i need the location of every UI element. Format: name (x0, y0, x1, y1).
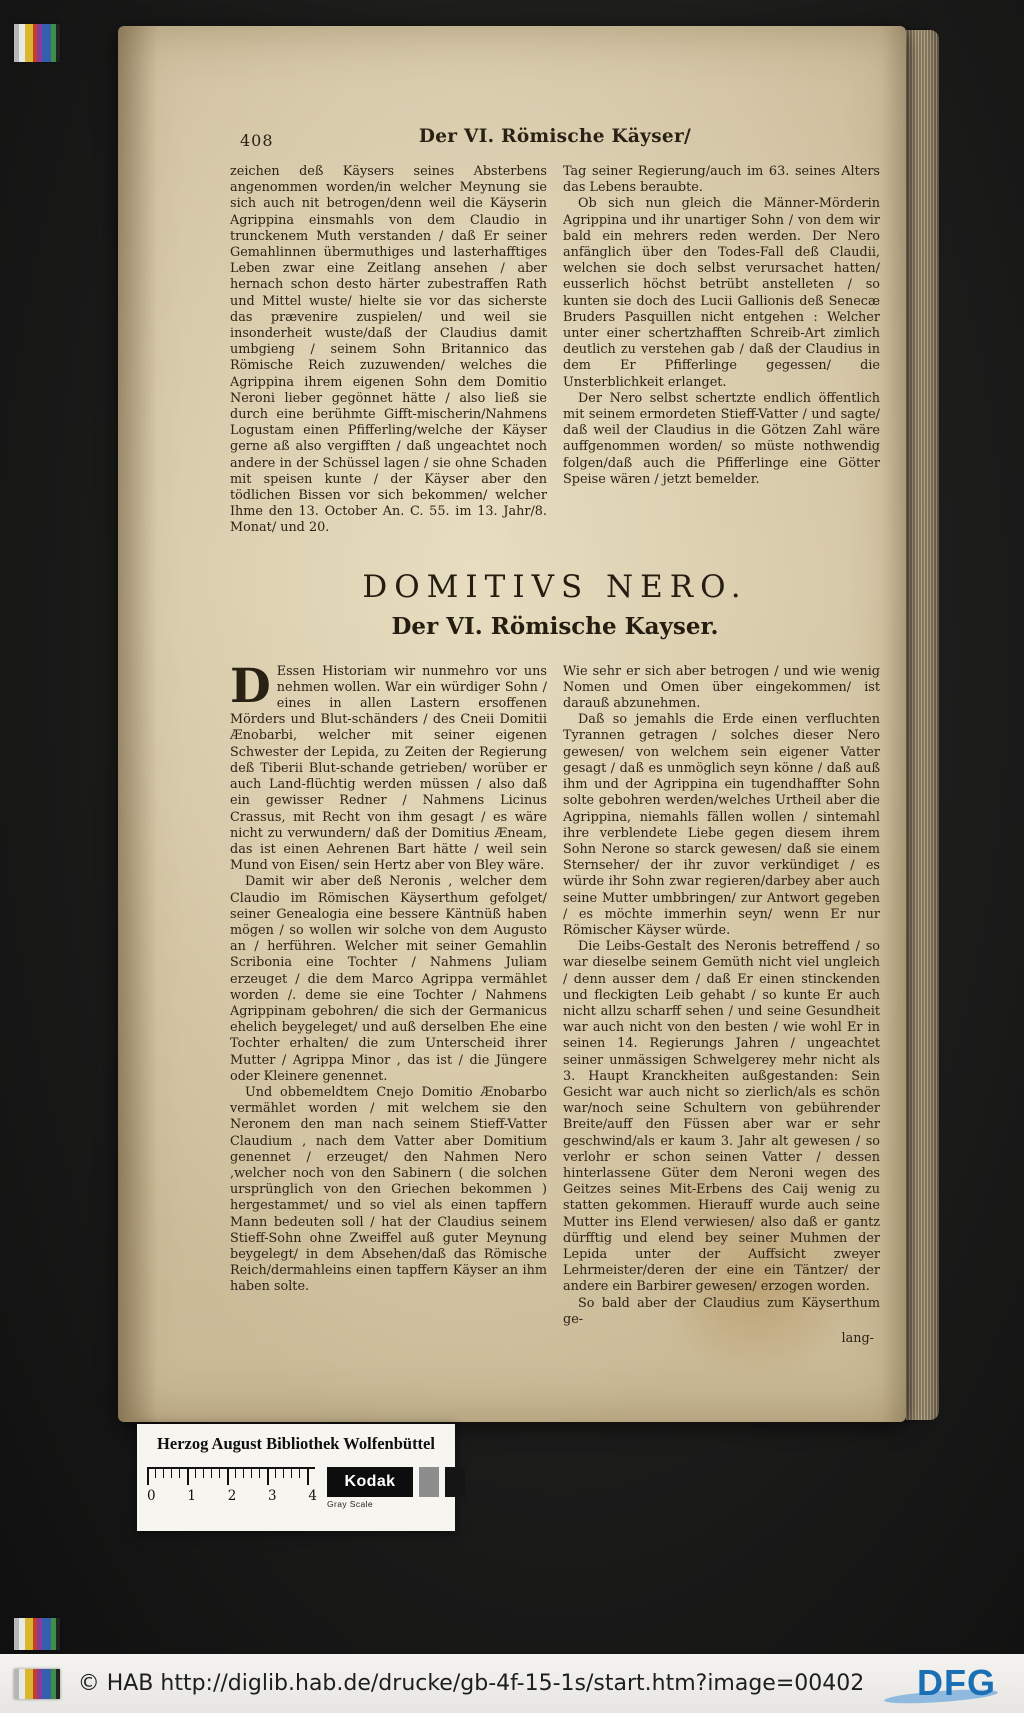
text-column-right (563, 164, 880, 537)
color-stripe (25, 1669, 34, 1699)
ruler-number: 2 (227, 1488, 237, 1504)
running-title: Der VI. Römische Käyser/ (418, 126, 692, 147)
color-stripe (42, 1669, 51, 1699)
paragraph: Die Leibs-Gestalt des Neronis betreffend / so war dieselbe seinem Gemüth nicht viel ungleich / denn ausser dem / daß Er einen stinckenden und fleckigten Leib gehabt / so kunte Er auch nicht allzu scharff sehen / und seine Gesundheit war auch nicht von den besten / wie wohl Er in seinen 14. Regierungs Jahren / ungeachtet seiner unmässigen Schwelgerey mehr nicht als 3. Haupt Kranckheiten außgestanden: Sein Gesicht war auch nicht so zierlich/als es schön war/noch seine Schultern von gebührender Breite/auff den Füssen aber war er sehr geschwind/als er kaum 3. Jahr alt gewesen / so verlohr er schon seinen Vatter / dessen hinterlassene Güter dem Neroni wegen des Geitzes seines Mit-Erbens des Caij wenig zu statten gekommen. Hierauff wurde auch seine Mutter ins Elend verwiesen/ also daß er gantz dürfftig und elend bey seiner Muhmen der Lepida unter der Auffsicht zweyer Lehrmeister/deren der eine ein Täntzer/ der andere ein Barbirer gewesen/ erzogen worden. (563, 939, 880, 1295)
ruler-number: 0 (147, 1488, 156, 1504)
chapter-heading: DOMITIVS NERO. (362, 568, 748, 605)
copyright-url: © HAB http://diglib.hab.de/drucke/gb-4f-15-1s/start.htm?image=00402 (77, 1671, 865, 1696)
gray-scale-label: Gray Scale (327, 1499, 374, 1509)
paragraph: Tag seiner Regierung/auch im 63. seines Alters das Lebens beraubte. (563, 164, 880, 196)
black-patch (445, 1467, 465, 1497)
color-stripe (56, 1618, 60, 1650)
scanned-page (118, 26, 906, 1422)
attribution-bar (0, 1654, 1024, 1713)
text-column-right (563, 664, 880, 1328)
color-stripe (56, 24, 60, 62)
chapter-subheading: Der VI. Römische Kayser. (391, 612, 719, 640)
paragraph: Der Nero selbst schertzte endlich öffentlich mit seinem ermordeten Stieff-Vatter / und sagte/ daß weil der Claudius in die Götzen Zahl wäre auffgenommen worden/ so müste nothwendig folgen/daß auch die Pfifferlinge eine Götter Speise wären / jetzt bemelder. (563, 390, 880, 487)
color-stripe (25, 24, 34, 62)
text-column-left (230, 164, 547, 537)
ruler-number: 3 (268, 1488, 277, 1504)
text-section-main (230, 658, 880, 1328)
label-scale-row (147, 1467, 445, 1509)
drop-cap-initial: D (230, 658, 271, 714)
kodak-gray-scale (327, 1467, 465, 1509)
page-number: 408 (240, 131, 274, 150)
paragraph-text: Essen Historiam wir nunmehro vor uns nehmen wollen. War ein würdiger Sohn / eines in allen Lastern ersoffenen Mörders und Blut-schänders / des Cneii Domitii Ænobarbi, welcher mit seiner eigenen Schwester der Lepida, zu Zeiten der Regierung deß Tiberii Blut-schande getrieben/ worüber er auch Land-flüchtig werden müssen / also daß ein gewisser Redner / Nahmens Licinus Crassus, mit Recht von ihm gesagt / es wäre nicht zu verwundern/ daß der Domitius Æneam, das ist einen Aehrenen Bart hätte / weil sein Mund von Eisen/ sein Hertz aber von Bley wäre. (230, 663, 547, 874)
dfg-logo (882, 1661, 1004, 1707)
book-fore-edge (906, 30, 939, 1420)
color-registration-mark (14, 24, 60, 62)
paragraph: zeichen deß Käysers seines Absterbens angenommen worden/in welcher Meynung sie sich auch nit betrogen/denn weil die Käyserin Agrippina einsmahls von dem Claudio in trunckenem Muth verstanden / daß Er seiner Gemahlinnen übermuthiges und lasterhafftiges Leben zwar eine Zeitlang ansehen / aber hernach schon desto härter zubestraffen Rath und Mittel wuste/ hielte sie vor das sicherste das prævenire zuspielen/ und weil sie insonderheit wuste/daß der Claudius damit umbgieng / seinem Sohn Britannico das Römische Reich zuzuwenden/ welches die Agrippina ihrem eigenen Sohn dem Domitio Neroni lieber gegönnet hätte / also ließ sie durch eine berühmte Gifft-mischerin/Nahmens Logustam einen Pfifferling/welche der Käyser gerne aß also vergifften / daß ungeachtet noch andere in der Schüssel lagen / sie ohne Schaden mit speisen kunte / der Käyser aber den tödlichen Bissen vor sich bekommen/ welcher Ihme den 13. October An. C. 55. im 13. Jahr/8. Monat/ und 20. (230, 164, 547, 536)
kodak-row (327, 1467, 465, 1497)
dfg-logo-text: DFG (917, 1661, 996, 1703)
color-stripe (42, 24, 51, 62)
text-column-left (230, 658, 547, 1328)
color-registration-mark (14, 1618, 60, 1650)
page-header (230, 126, 880, 156)
ruler-number: 4 (308, 1488, 317, 1504)
paragraph: Damit wir aber deß Neronis , welcher dem Claudio im Römischen Käyserthum gefolget/ seiner Genealogia eine bessere Käntnüß haben mögen / so wollen wir solche von dem Augusto an / herführen. Welcher mit seiner Gemahlin Scribonia eine Tochter / Nahmens Juliam erzeuget / die dem Marco Agrippa vermählet worden /. deme sie eine Tochter / Nahmens Agrippinam gebohren/ die sich der Germanicus ehelich beygeleget/ und auß derselben Ehe eine Tochter erhalten/ die zum Unterscheid ihrer Mutter / Agrippa Minor , das ist / die Jüngere oder Kleinere genennet. (230, 874, 547, 1084)
library-label-card (137, 1424, 455, 1531)
paragraph: Und obbemeldtem Cnejo Domitio Ænobarbo vermählet worden / mit welchem sie den Neronem den man nach seinem Stieff-Vatter Claudium , nach dem Vatter aber Domitium genennet / erzeuget/ den Nahmen Nero ,welcher noch von den Sabinern ( die solchen ursprünglich von den Griechen bekommen ) hergestammet/ und so viel als einen tapffern Mann bedeuten soll / hat der Claudius seinem Stieff-Sohn ohne Zweiffel auß guter Meynung beygelegt/ in dem Absehen/daß das Römische Reich/dermahleins einen tapffern Käyser an ihm haben solte. (230, 1084, 547, 1295)
ruler-number: 1 (187, 1488, 196, 1504)
kodak-logo-bar (327, 1467, 413, 1497)
color-stripe (25, 1618, 34, 1650)
ruler (147, 1467, 317, 1504)
paragraph: Daß so jemahls die Erde einen verfluchten Tyrannen getragen / solches dieser Nero gewesen/ von welchem sein eigener Vatter gesagt / daß es unmöglich seyn könne / daß auß ihm und der Agrippina ein tugendhaffter Sohn solte gebohren werden/welches Urtheil aber die Agrippina, niemahls fällen wollen / sintemahl ihre verblendete Liebe gegen diesem ihrem Sohn Nerone so starck gewesen/ daß sie einem Sternseher/ der ihr zuvor verkündiget / es würde ihr Sohn zwar regieren/darbey aber auch seine Mutter umbbringen/ zur Antwort gegeben / es möchte immerhin seyn/ wenn Er nur Römischer Käyser würde. (563, 712, 880, 938)
catchword: lang- (841, 1331, 874, 1346)
paragraph: Wie sehr er sich aber betrogen / und wie wenig Nomen und Omen über eingekommen/ ist darauß abzunehmen. (563, 663, 880, 712)
color-stripe (42, 1618, 51, 1650)
library-name: Herzog August Bibliothek Wolfenbüttel (157, 1434, 435, 1453)
color-registration-mark (14, 1669, 60, 1699)
gray-patch (419, 1467, 439, 1497)
paragraph: So bald aber der Claudius zum Käyserthum ge- (563, 1295, 880, 1327)
paragraph (230, 658, 547, 875)
kodak-logo: Kodak (344, 1473, 396, 1490)
paragraph: Ob sich nun gleich die Männer-Mörderin Agrippina und ihr unartiger Sohn / von dem wir bald ein mehrers reden werden. Der Nero anfänglich über den Todes-Fall deß Claudii, welchen sie doch selbst verursachet hatten/ eusserlich höchst betrübt anstelleten / so kunten sie doch des Lucii Gallionis deß Senecæ Bruders Pasquillen nicht entgehen : Welcher unter einer schertzhafften Schreib-Art zimlich deutlich zu verstehen gab / daß der Claudius in dem Er Pfifferlinge gegessen/ die Unsterblichkeit erlanget. (563, 196, 880, 390)
ruler-numbers (147, 1488, 317, 1504)
text-section-top (230, 164, 880, 537)
ruler-ticks (147, 1467, 315, 1485)
printed-area (230, 126, 880, 1346)
